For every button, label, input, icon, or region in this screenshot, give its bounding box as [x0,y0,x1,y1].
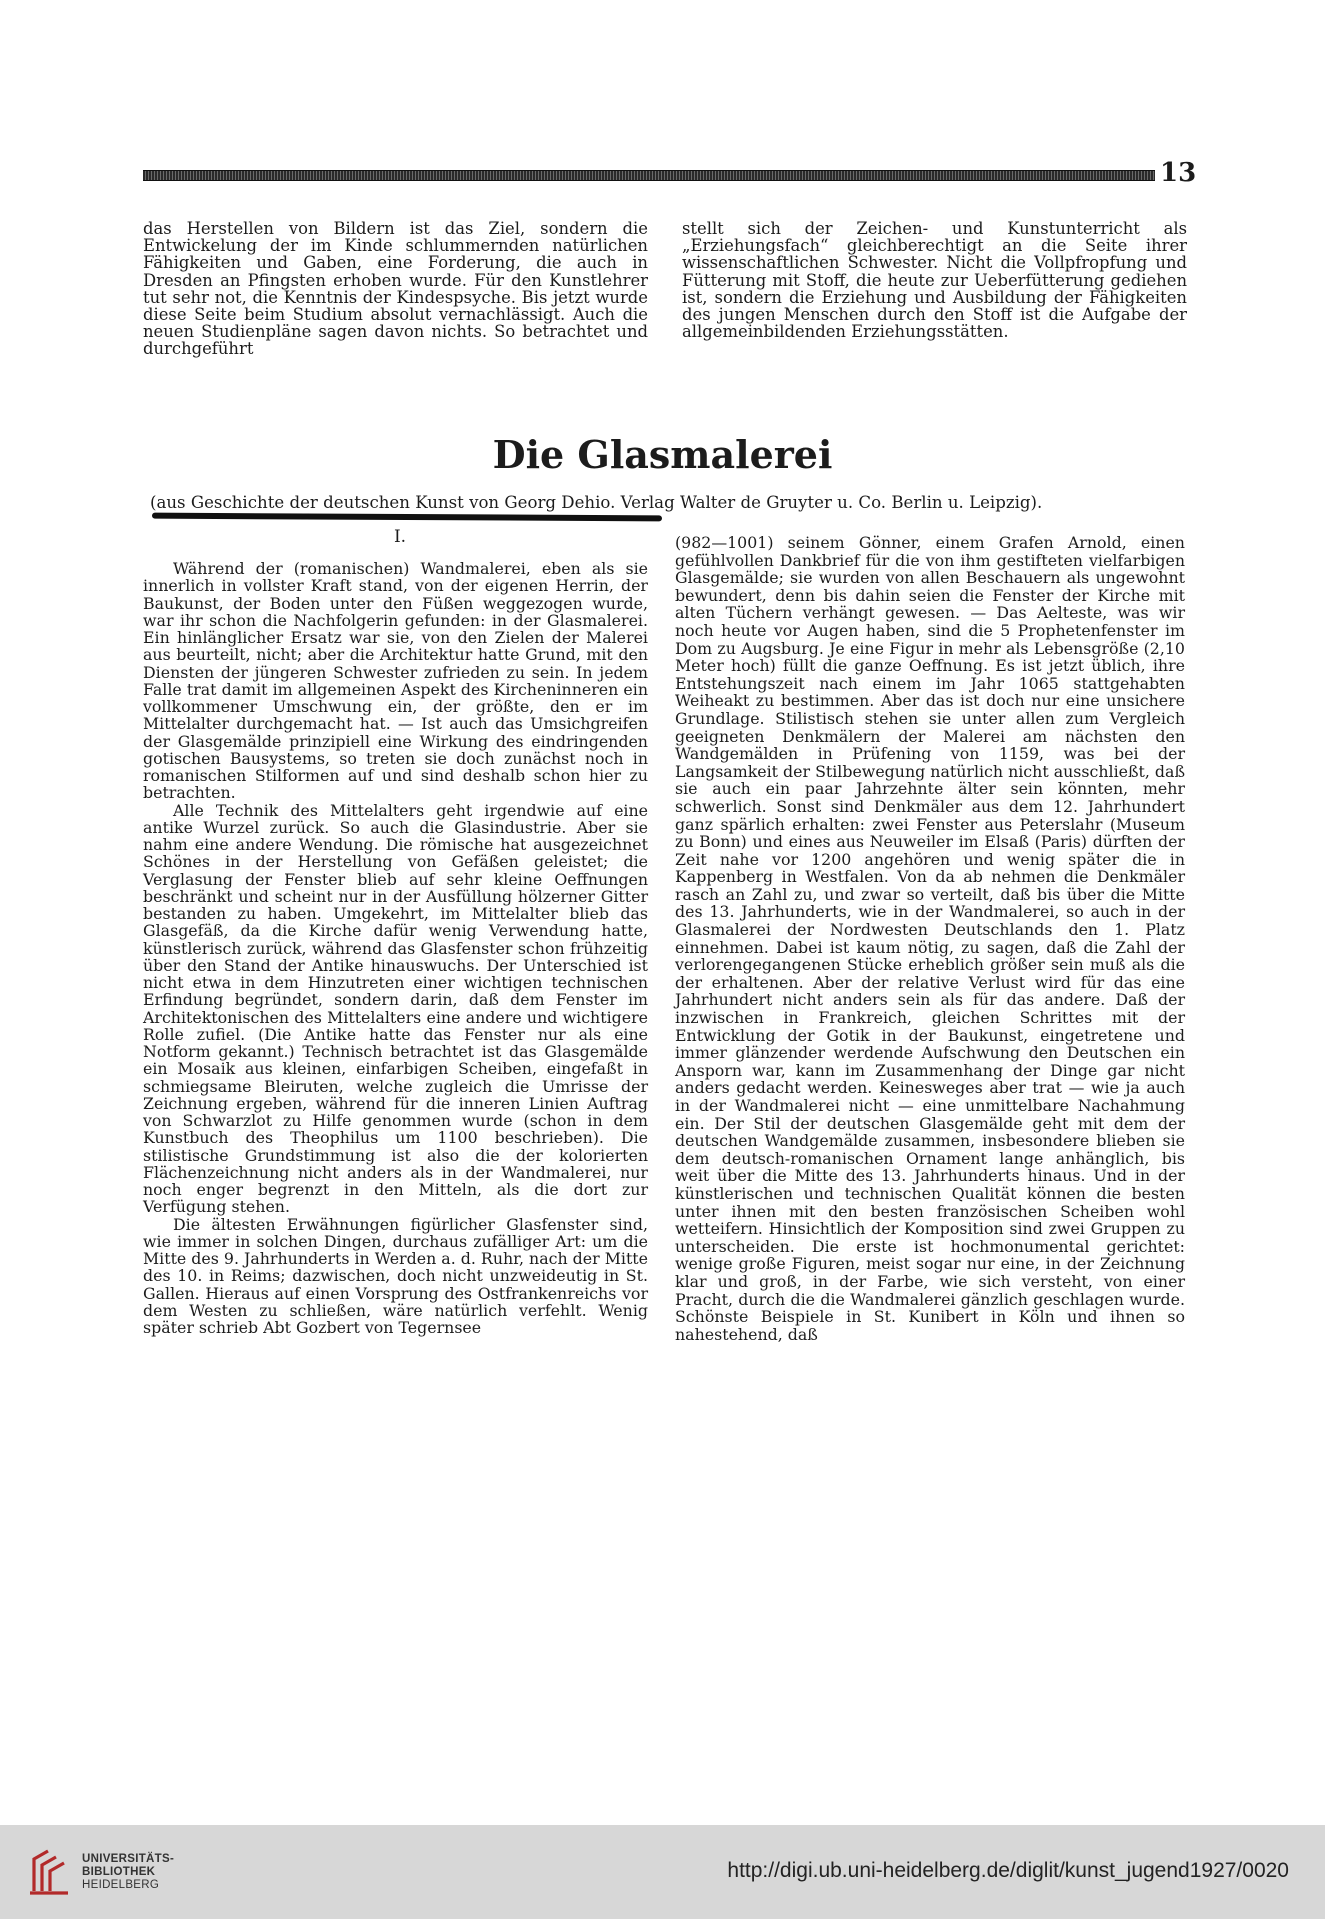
article-left-column [143,560,648,1336]
article-title: Die Glasmalerei [492,432,833,477]
hand-drawn-underline [152,513,662,522]
source-prefix: (aus [150,493,191,512]
continued-article-right-column [682,220,1187,340]
source-book-title: Geschichte der deutschen Kunst von Georg Dehio. [190,493,616,512]
source-publisher: Verlag Walter de Gruyter u. Co. Berlin u. Leipzig). [615,493,1043,512]
article-paragraph: Die ältesten Erwähnungen figürlicher Glasfenster sind, wie immer in solchen Dingen, durchaus zufälliger Art: um die Mitte des 9. Jahrhunderts in Werden a. d. Ruhr, nach der Mitte des 10. in Reims; dazwischen, doch nicht unzweideutig in St. Gallen. Hieraus auf einen Vorsprung des Ostfrankenreichs vor dem Westen zu schließen, wäre natürlich verfehlt. Wenig später schrieb Abt Gozbert von Tegernsee [143,1214,648,1337]
continued-paragraph-left: das Herstellen von Bildern ist das Ziel, sondern die Entwickelung der im Kinde schlummernden natürlichen Fähigkeiten und Gaben, eine Forderung, die auch in Dresden an Pfingsten erhoben wurde. Für den Kunstlehrer tut sehr not, die Kenntnis der Kindespsyche. Bis jetzt wurde diese Seite beim Studium absolut vernachlässigt. Auch die neuen Studienpläne sagen davon nichts. So betrachtet und durchgeführt [143,219,648,359]
article-paragraph: Alle Technik des Mittelalters geht irgendwie auf eine antike Wurzel zurück. So auch die Glasindustrie. Aber sie nahm eine andere Wendung. Die römische hat ausgezeichnet Schönes in der Herstellung von Gefäßen geleistet; die Verglasung der Fenster blieb auf sehr kleine Oeffnungen beschränkt und scheint nur in der Ausfüllung hölzerner Gitter bestanden zu haben. Umgekehrt, im Mittelalter blieb das Glasgefäß, da die Kirche dafür wenig Verwendung hatte, künstlerisch zurück, während das Glasfenster schon frühzeitig über den Stand der Antike hinauswuchs. Der Unterschied ist nicht etwa in dem Hinzutreten einer wichtigen technischen Erfindung begründet, sondern darin, daß dem Fenster im Architektonischen des Mittelalters eine andere und wichtigere Rolle zufiel. (Die Antike hatte das Fenster nur als eine Notform gekannt.) Technisch betrachtet ist das Glasgemälde ein Mosaik aus kleinen, einfarbigen Scheiben, eingefaßt in schmiegsame Bleiruten, welche zugleich die Umrisse der Zeichnung ergeben, während für die inneren Linien Auftrag von Schwarzlot zu Hilfe genommen wurde (schon in dem Kunstbuch des Theophilus um 1100 beschrieben). Die stilistische Grundstimmung ist also die der kolorierten Flächenzeichnung nicht anders als in der Wandmalerei, nur noch enger begrenzt in den Mitteln, als die dort zur Verfügung stehen. [143,800,648,1217]
continued-paragraph-right: stellt sich der Zeichen- und Kunstunterricht als „Erziehungsfach“ gleichberechtigt an die Seite ihrer wissenschaftlichen Schwester. Nicht die Vollpfropfung und Fütterung mit Stoff, die heute zur Ueberfütterung gediehen ist, sondern die Erziehung und Ausbildung der Fähigkeiten des jungen Menschen durch den Stoff ist die Aufgabe der allgemeinbildenden Erziehungsstätten. [682,219,1187,342]
page-number: 13 [1160,158,1197,188]
library-name-line: BIBLIOTHEK [82,1866,156,1878]
article-right-column [675,534,1185,1343]
library-footer-bar [0,1825,1325,1919]
library-name [82,1853,262,1892]
continued-article-left-column [143,220,648,358]
section-numeral: I. [393,527,407,547]
article-paragraph: (982—1001) seinem Gönner, einem Grafen Arnold, einen gefühlvollen Dankbrief für die von ihm gestifteten vielfarbigen Glasgemälde; sie wurden von allen Beschauern als ungewohnt bewundert, denn bis dahin seien die Fenster der Kirche mit alten Tüchern verhängt gewesen. — Das Aelteste, was wir noch heute vor Augen haben, sind die 5 Prophetenfenster im Dom zu Augsburg. Je eine Figur in mehr als Lebensgröße (2,10 Meter hoch) füllt die ganze Oeffnung. Es ist jetzt üblich, ihre Entstehungszeit nach einem im Jahr 1065 stattgehabten Weiheakt zu bestimmen. Aber das ist doch nur eine unsichere Grundlage. Stilistisch stehen sie unter allen zum Vergleich geeigneten Denkmälern der Malerei am nächsten den Wandgemälden in Prüfening von 1159, was bei der Langsamkeit der Stilbewegung natürlich nicht ausschließt, daß sie auch ein paar Jahrzehnte älter sein könnten, mehr schwerlich. Sonst sind Denkmäler aus dem 12. Jahrhundert ganz spärlich erhalten: zwei Fenster aus Peterslahr (Museum zu Bonn) und eines aus Neuweiler im Elsaß (Paris) dürften der Zeit nahe vor 1200 angehören und wenig später die in Kappenberg in Westfalen. Von da ab nehmen die Denkmäler rasch an Zahl zu, und zwar so verteilt, daß bis über die Mitte des 13. Jahrhunderts, wie in der Wandmalerei, so auch in der Glasmalerei der Nordwesten Deutschlands den 1. Platz einnehmen. Dabei ist kaum nötig, zu sagen, daß die Zahl der verlorengegangenen Stücke erheblich größer sein muß als die der erhaltenen. Aber der relative Verlust wird für das eine Jahrhundert nicht anders sein als für das andere. Daß der inzwischen in Frankreich, gleichen Schrittes mit der Entwicklung der Gotik in der Baukunst, eingetretene und immer glänzender werdende Aufschwung den Deutschen ein Ansporn war, kann im Zusammenhang der Dinge gar nicht anders gedacht werden. Keinesweges aber trat — wie ja auch in der Wandmalerei nicht — eine unmittelbare Nachahmung ein. Der Stil der deutschen Glasgemälde geht mit dem der deutschen Wandgemälde zusammen, insbesondere blieben sie dem deutsch-romanischen Ornament lange anhänglich, bis weit über die Mitte des 13. Jahrhunderts hinaus. Und in der künstlerischen und technischen Qualität können die besten unter ihnen mit den besten französischen Scheiben wohl wetteifern. Hinsichtlich der Komposition sind zwei Gruppen zu unterscheiden. Die erste ist hochmonumental gerichtet: wenige große Figuren, meist sogar nur eine, in der Zeichnung klar und groß, in der Farbe, wie sich versteht, von einer Pracht, durch die die Wandmalerei gänzlich geschlagen wurde. Schönste Beispiele in St. Kunibert in Köln und ihnen so nahestehend, daß [675,533,1186,1344]
header-rule [143,170,1155,181]
library-logo-icon [28,1847,74,1897]
library-name-line: UNIVERSITÄTS- [82,1853,175,1865]
library-name-line: HEIDELBERG [82,1879,160,1891]
permalink-url[interactable]: http://digi.ub.uni-heidelberg.de/diglit/kunst_jugend1927/0020 [727,1859,1289,1882]
article-paragraph: Während der (romanischen) Wandmalerei, eben als sie innerlich in vollster Kraft stand, von der eigenen Herrin, der Baukunst, der Boden unter den Füßen weggezogen wurde, war ihr schon die Nachfolgerin gefunden: in der Glasmalerei. Ein hinlänglicher Ersatz war sie, von den Zielen der Malerei aus beurteilt, nicht; aber die Architektur hatte Grund, mit den Diensten der jüngeren Schwester zufrieden zu sein. In jedem Falle trat damit im allgemeinen Aspekt des Kircheninneren ein vollkommener Umschwung ein, der größte, den er im Mittelalter durchgemacht hat. — Ist auch das Umsichgreifen der Glasgemälde prinzipiell eine Wirkung des eindringenden gotischen Bausystems, so treten sie doch zunächst noch in romanischen Stilformen auf und sind deshalb schon hier zu betrachten. [143,559,648,803]
article-source-line [150,492,1195,514]
